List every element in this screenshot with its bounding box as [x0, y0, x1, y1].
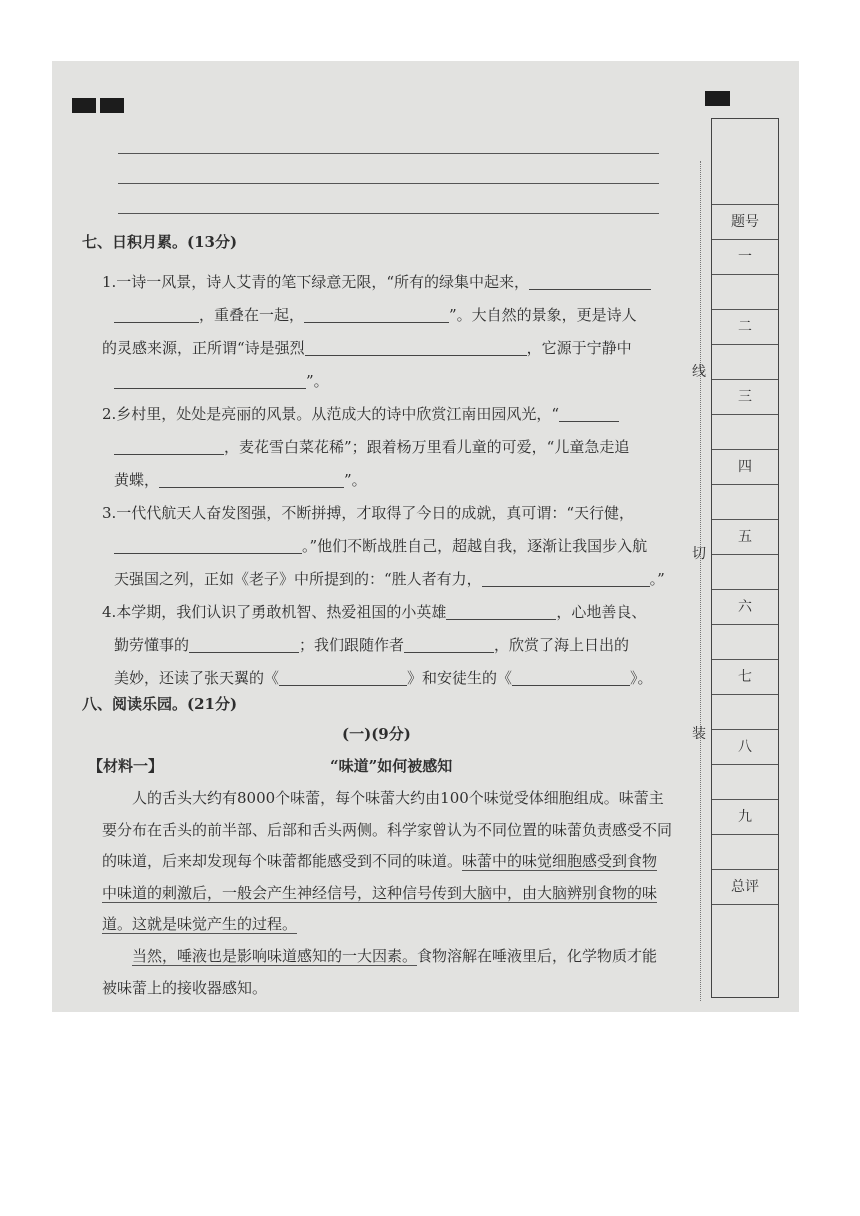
score-row-2: 二 — [712, 309, 778, 345]
score-cell — [712, 764, 778, 800]
corner-mark-right — [705, 91, 730, 106]
underlined-sentence-2: 当然，唾液也是影响味道感知的一大因素。 — [132, 947, 418, 965]
score-row-4: 四 — [712, 449, 778, 485]
answer-line-3 — [118, 213, 659, 214]
score-row-8: 八 — [712, 729, 778, 765]
score-row-1: 一 — [712, 239, 778, 275]
material-paragraph-1: 人的舌头大约有8000个味蕾，每个味蕾大约由100个味觉受体细胞组成。味蕾主要分布在舌头的前半部、后部和舌头两侧。科学家曾认为不同位置的味蕾负责感受不同的味道，后来却发现每个味蕾都能感受到不同的味道。味蕾中的味觉细胞感受到食物中味道的刺激后，一般会产生神经信号，这种信号传到大脑中，由大脑辨别食物的味道。这就是味觉产生的过程。 — [102, 789, 673, 933]
score-cell — [712, 904, 778, 998]
q1-line-3: 的灵感来源，正所谓“诗是强烈 ，它源于宁静中 — [102, 339, 632, 357]
score-total: 总评 — [712, 869, 778, 905]
q1-line-2: ，重叠在一起， ”。大自然的景象，更是诗人 — [114, 299, 699, 331]
score-table — [711, 118, 779, 998]
reading-part-1-title: (一)(9分) — [342, 725, 411, 743]
score-cell — [712, 274, 778, 310]
margin-char-qie: 切 — [692, 546, 706, 562]
q2-line-1: 2.乡村里，处处是亮丽的风景。从范成大的诗中欣赏江南田园风光，“ — [102, 398, 687, 430]
score-cell — [712, 694, 778, 730]
q3-line-1: 3.一代代航天人奋发图强，不断拼搏，才取得了今日的成就，真可谓：“天行健， — [102, 504, 634, 522]
answer-line-1 — [118, 153, 659, 154]
q1-line-1: 1.一诗一风景，诗人艾青的笔下绿意无限，“所有的绿集中起来， — [102, 266, 687, 298]
answer-line-2 — [118, 183, 659, 184]
binding-dotted-line — [700, 161, 701, 1001]
margin-char-zhuang: 装 — [692, 726, 706, 742]
score-table-header: 题号 — [712, 204, 778, 240]
material-title: “味道”如何被感知 — [330, 757, 453, 775]
score-cell — [712, 344, 778, 380]
underlined-sentence-1: 味蕾中的味觉细胞感受到食物中味道的刺激后，一般会产生神经信号，这种信号传到大脑中，由大脑辨别食物的味道。这就是味觉产生的过程。 — [102, 852, 658, 933]
q3-line-3: 天强国之列，正如《老子》中所提到的：“胜人者有力， 。” — [114, 570, 665, 588]
margin-char-xian: 线 — [692, 364, 706, 380]
q4-line-3: 美妙，还读了张天翼的《 》和安徒生的《 》。 — [114, 669, 653, 687]
section-7-heading: 七、日积月累。(13分) — [82, 233, 238, 251]
score-cell — [712, 414, 778, 450]
material-paragraph-2: 当然，唾液也是影响味道感知的一大因素。食物溶解在唾液里后，化学物质才能被味蕾上的接收器感知。 — [102, 947, 658, 997]
score-cell — [712, 834, 778, 870]
q3-line-2: 。”他们不断战胜自己，超越自我，逐渐让我国步入航 — [114, 530, 699, 562]
score-row-6: 六 — [712, 589, 778, 625]
score-row-7: 七 — [712, 659, 778, 695]
score-row-5: 五 — [712, 519, 778, 555]
section-8-heading: 八、阅读乐园。(21分) — [82, 695, 238, 713]
score-row-9: 九 — [712, 799, 778, 835]
q4-line-1: 4.本学期，我们认识了勇敢机智、热爱祖国的小英雄 ，心地善良、 — [102, 603, 647, 621]
score-cell — [712, 624, 778, 660]
score-cell — [712, 484, 778, 520]
q4-line-2: 勤劳懂事的 ；我们跟随作者 ，欣赏了海上日出的 — [114, 636, 630, 654]
material-label: 【材料一】 — [88, 757, 164, 775]
corner-mark-left-1 — [72, 98, 96, 113]
score-cell — [712, 554, 778, 590]
exam-sheet — [52, 61, 799, 1012]
q1-line-4: ”。 — [114, 365, 699, 397]
q2-line-2: ，麦花雪白菜花稀”；跟着杨万里看儿童的可爱，“儿童急走追 — [114, 431, 699, 463]
corner-mark-left-2 — [100, 98, 124, 113]
q2-line-3: 黄蝶， ”。 — [114, 471, 367, 489]
score-row-3: 三 — [712, 379, 778, 415]
